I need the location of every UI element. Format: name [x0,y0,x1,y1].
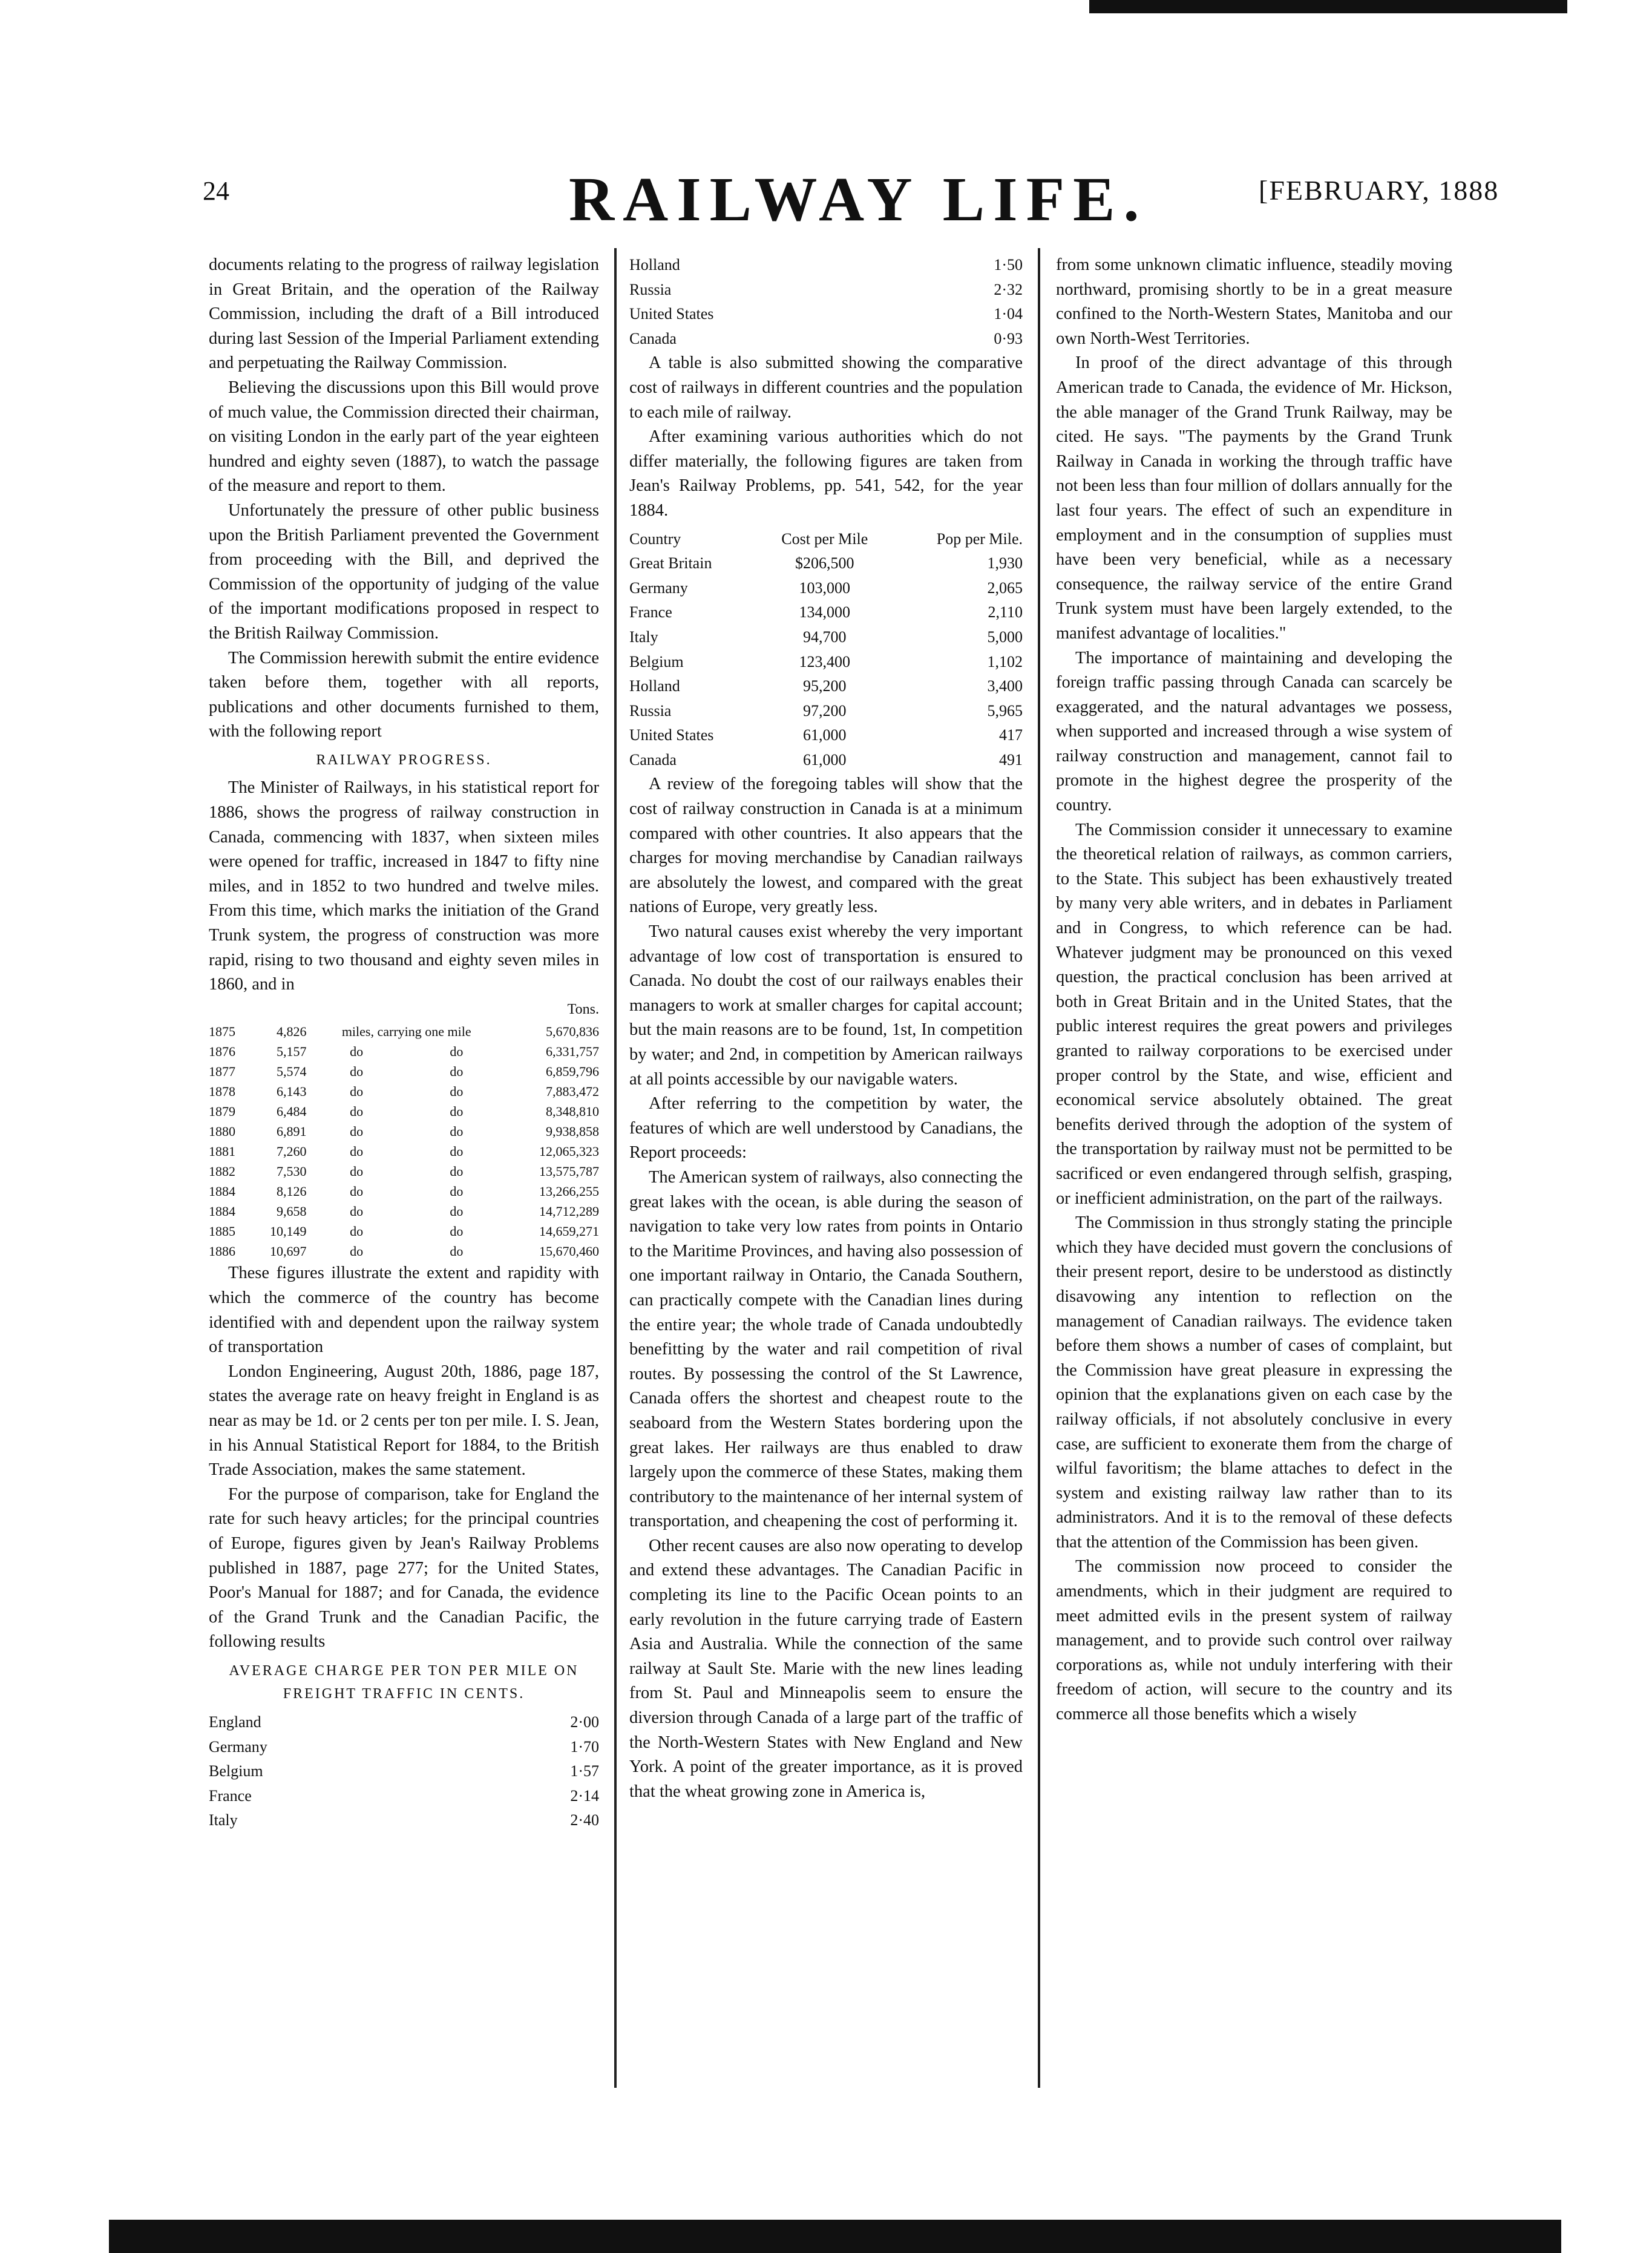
column-divider-1 [614,248,617,2088]
paragraph: Unfortunately the pressure of other public business upon the British Parliament prevented the Government from proceeding with the Bill, and deprived the Commission of the opportunity of judging of the value of the important modifications proposed in respect to the British Railway Commission. [209,500,599,643]
paragraph: A review of the foregoing tables will show that the cost of railway construction in Canada is at a minimum compared with other countries. It also appears that the charges for moving merchandise by Canadian railways are absolutely the lowest, and compared with the great nations of Europe, very greatly less. [629,775,1023,917]
paragraph: After examining various authorities which do not differ materially, the following figures are taken from Jean's Railway Problems, pp. 541, 542, for the year 1884. [629,427,1023,520]
table-row: Holland 1·50 [629,256,1023,274]
table-row: England 2·00 [209,1713,599,1731]
paragraph: The commission now proceed to consider the amendments, which in their judgment are required to meet admitted evils in the present system of railway management, and to provide such control over railway corporations as, while not unduly interfering with their freedom of action, will secure to the country and its commerce all those benefits which a wisely [1056,1557,1452,1724]
rates-table-continued [629,253,1023,351]
table-row: 1875 4,826 miles, carrying one mile 5,670,836 [209,1024,599,1040]
table-row: United States 1·04 [629,305,1023,323]
paragraph: The American system of railways, also connecting the great lakes with the ocean, is able during the season of navigation to take very low rates from points in Ontario to the Maritime Provinces, and having also possession of one important railway in Ontario, the Canada Southern, can practically compete with the Canadian lines during the entire year; the whole trade of Canada undoubtedly benefitting by the water and rail competition of rival routes. By possessing the control of the St Lawrence, Canada offers the shortest and cheapest route to the seaboard from the Western States bordering upon the great lakes. Her railways are thus enabled to draw largely upon the commerce of these States, making them contributory to the maintenance of her internal system of transportation, and cheapening the cost of performing it. [629,1167,1023,1531]
table-row: Germany 103,000 2,065 [629,579,1023,597]
paragraph: The Minister of Railways, in his statistical report for 1886, shows the progress of railway construction in Canada, commencing with 1837, when sixteen miles were opened for traffic, increased in 1847 to fifty nine miles, and in 1852 to two hundred and twelve miles. From this time, which marks the initiation of the Grand Trunk system, the progress of construction was more rapid, rising to two thousand and eighty seven miles in 1860, and in [209,778,599,994]
table-row: France 2·14 [209,1786,599,1805]
table-header-row: Country Cost per Mile Pop per Mile. [629,530,1023,548]
paragraph: The Commission consider it unnecessary to examine the theoretical relation of railways, as common carriers, to the State. This subject has been exhaustively treated by many very able writers, and in debates in Parliament and in Congress, to which reference can be had. Whatever judgment may be pronounced on this vexed question, the practical conclusion has been arrived at both in Great Britain and in the United States, that the public interest requires the great powers and privileges granted to railway corporations to be exercised under proper control by the State, and wise, efficient and economical service absolutely obtained. The great benefits derived through the adoption of the system of the transportation by railway must not be permitted to be sacrificed or even endangered through selfish, grasping, or inefficient administration, on the part of the railways. [1056,820,1452,1208]
paragraph: Two natural causes exist whereby the very important advantage of low cost of transportation is ensured to Canada. No doubt the cost of our railways enables their managers to work at smaller charges for capital account; but the main reasons are to be found, 1st, In competition by water; and 2nd, in competition by American railways at all points accessible by our navigable waters. [629,922,1023,1089]
table-row: Holland 95,200 3,400 [629,677,1023,695]
paragraph: In proof of the direct advantage of this through American trade to Canada, the evidence of Mr. Hickson, the able manager of the Grand Trunk Railway, may be cited. He says. "The payments by the Grand Trunk Railway in Canada in working the through traffic have not been less than four million of dollars annually for the last four years. The effect of such an expenditure in employment and in the consumption of supplies must have been very beneficial, while as a necessary consequence, the railway service of the entire Grand Trunk system must have been largely extended, to the manifest advantage of localities." [1056,353,1452,643]
section-heading: RAILWAY PROGRESS. [316,752,492,768]
table-row: United States 61,000 417 [629,726,1023,744]
table-row: 1877 5,574 do do 6,859,796 [209,1064,599,1080]
table-row: Italy 94,700 5,000 [629,628,1023,646]
paragraph: These figures illustrate the extent and rapidity with which the commerce of the country has become identified with and dependent upon the railway system of transportation [209,1264,599,1357]
paragraph: Other recent causes are also now operating to develop and extend these advantages. The Canadian Pacific in completing its line to the Pacific Ocean points to an early revolution in the future carrying trade of Eastern Asia and Australia. While the connection of the same railway at Sault Ste. Marie with the new lines leading from St. Paul and Minneapolis seem to ensure the diversion through Canada of a large part of the traffic of the North-Western States with New England and New York. A point of the greater importance, as it is proved that the wheat growing zone in America is, [629,1536,1023,1801]
paragraph: from some unknown climatic influence, steadily moving northward, promising shortly to be in a great measure confined to the North-Western States, Manitoba and our own North-West Territories. [1056,255,1452,348]
masthead-title: RAILWAY LIFE. [569,165,1148,234]
table-row: 1884 9,658 do do 14,712,289 [209,1204,599,1219]
paragraph: The Commission herewith submit the entire evidence taken before them, together with all reports, publications and other documents furnished to them, with the following report [209,648,599,741]
paragraph: The Commission in thus strongly stating the principle which they have decided must govern the conclusions of their present report, desire to be understood as distinctly disavowing any intention to reflection on the management of Canadian railways. The evidence taken before them shows a number of cases of complaint, but the Commission have great pleasure in expressing the opinion that the explanations given on each case by the railway officials, if not absolutely conclusive in every case, are sufficient to exonerate them from the charge of wilful favoritism; the blame attaches to defect in the system and existing railway law rather than to its administrators. And it is to the removal of these defects that the attention of the Commission has been given. [1056,1213,1452,1552]
column-2 [629,253,1023,1804]
column-divider-2 [1038,248,1040,2088]
rates-table [209,1710,599,1833]
paragraph: London Engineering, August 20th, 1886, page 187, states the average rate on heavy freight in England is as near as may be 1d. or 2 cents per ton per mile. I. S. Jean, in his Annual Statistical Report for 1884, to the British Trade Association, makes the same statement. [209,1362,600,1480]
mileage-table [209,1022,599,1261]
paragraph: documents relating to the progress of railway legislation in Great Britain, and the operation of the Railway Commission, including the draft of a Bill introduced during last Session of the Imperial Parliament extending and perpetuating the Railway Commission. [209,255,599,373]
paragraph: After referring to the competition by water, the features of which are well understood by Canadians, the Report proceeds: [629,1094,1023,1163]
table-row: Great Britain $206,500 1,930 [629,554,1023,572]
column-3 [1056,253,1452,1727]
table-row: Russia 2·32 [629,280,1023,298]
table-row: Canada 0·93 [629,329,1023,347]
table-row: Italy 2·40 [209,1811,599,1829]
paragraph: Believing the discussions upon this Bill would prove of much value, the Commission directed their chairman, on visiting London in the early part of the year eighteen hundred and eighty seven (1887), to watch the passage of the measure and report to them. [209,378,599,496]
table-row: France 134,000 2,110 [629,603,1023,621]
table-row: 1879 6,484 do do 8,348,810 [209,1104,599,1120]
tons-header: Tons. [567,1001,599,1017]
table-row: Canada 61,000 491 [629,750,1023,769]
bottom-rule [109,2220,1561,2253]
paragraph: A table is also submitted showing the comparative cost of railways in different countries and the population to each mile of railway. [629,353,1023,422]
table-row: 1886 10,697 do do 15,670,460 [209,1244,599,1259]
table-row: Germany 1·70 [209,1737,599,1756]
table-row: 1876 5,157 do do 6,331,757 [209,1044,599,1060]
top-rule [1089,0,1567,13]
table-row: 1885 10,149 do do 14,659,271 [209,1224,599,1239]
paragraph: The importance of maintaining and developing the foreign traffic passing through Canada can scarcely be exaggerated, and the natural advantages we possess, when supported and increased through a wise system of railway construction and management, cannot fail to promote in the highest degree the prosperity of the country. [1056,648,1452,815]
table-row: Russia 97,200 5,965 [629,701,1023,720]
table-row: 1878 6,143 do do 7,883,472 [209,1084,599,1100]
table-row: 1881 7,260 do do 12,065,323 [209,1144,599,1159]
cost-table [629,527,1023,773]
table-row: 1880 6,891 do do 9,938,858 [209,1124,599,1140]
page-number: 24 [203,176,229,206]
issue-date: [FEBRUARY, 1888 [1259,175,1500,206]
table-row: Belgium 123,400 1,102 [629,652,1023,671]
paragraph: For the purpose of comparison, take for England the rate for such heavy articles; for the principal countries of Europe, figures given by Jean's Railway Problems published in 1887, page 277; for the United States, Poor's Manual for 1887; and for Canada, the evidence of the Grand Trunk and the Canadian Pacific, the following results [209,1484,599,1651]
table-row: 1884 8,126 do do 13,266,255 [209,1184,599,1199]
table-row: Belgium 1·57 [209,1762,599,1780]
table-row: 1882 7,530 do do 13,575,787 [209,1164,599,1179]
rates-heading: AVERAGE CHARGE PER TON PER MILE ON FREIGHT TRAFFIC IN CENTS. [229,1662,579,1702]
column-1 [209,253,599,1833]
